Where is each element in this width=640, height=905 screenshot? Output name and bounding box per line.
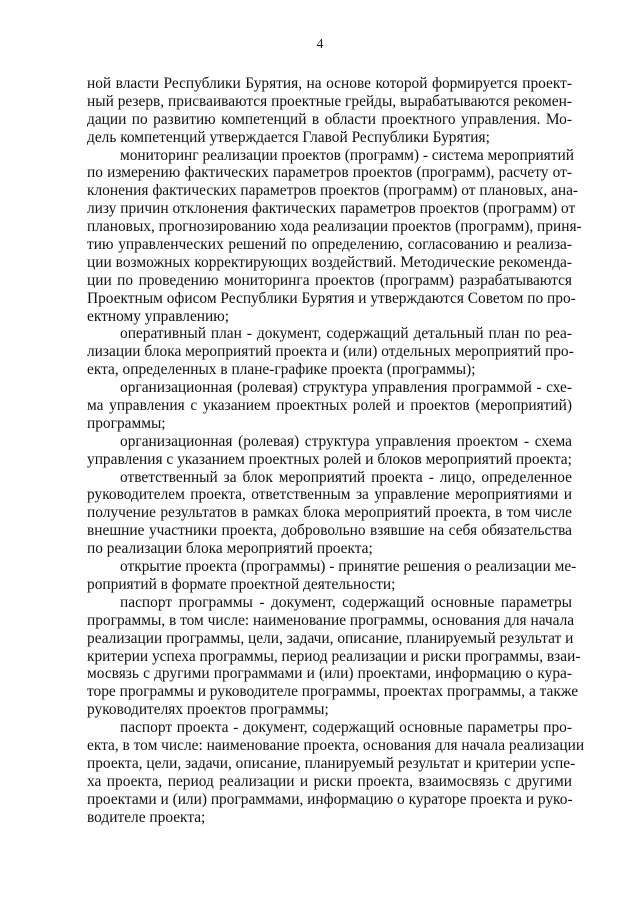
text-line: руководителях проектов программы; xyxy=(87,701,329,719)
text-line: реализации программы, цели, задачи, описание, планируемый результат и xyxy=(87,629,574,647)
text-line: оперативный план - документ, содержащий детальный план по реа- xyxy=(120,325,572,343)
text-line: ции возможных корректирующих воздействий. Методические рекоменда- xyxy=(87,253,572,271)
paragraph xyxy=(87,325,572,379)
text-line: ный резерв, присваиваются проектные грейды, вырабатываются рекомен- xyxy=(87,92,572,110)
text-line: плановых, прогнозированию хода реализации проектов (программ), приня- xyxy=(87,218,582,236)
text-line: паспорт программы - документ, содержащий основные параметры xyxy=(120,593,572,611)
text-line: водителе проекта; xyxy=(87,808,206,826)
text-line: ектному управлению; xyxy=(87,307,230,325)
text-line: роприятий в формате проектной деятельности; xyxy=(87,575,396,593)
text-line: организационная (ролевая) структура управления программой - схе- xyxy=(120,379,572,397)
text-line: паспорт проекта - документ, содержащий основные параметры про- xyxy=(120,719,572,737)
text-line: руководителем проекта, ответственным за управление мероприятиями и xyxy=(87,486,572,504)
text-line: проекта, цели, задачи, описание, планируемый результат и критерии успе- xyxy=(87,754,576,772)
text-line: критерии успеха программы, период реализации и риски программы, взаи- xyxy=(87,647,581,665)
text-line: открытие проекта (программы) - принятие решения о реализации ме- xyxy=(120,558,577,576)
text-line: екта, определенных в плане-графике проекта (программы); xyxy=(87,361,476,379)
text-line: ма управления с указанием проектных ролей и проектов (мероприятий) xyxy=(87,397,572,415)
text-line: по реализации блока мероприятий проекта; xyxy=(87,540,373,558)
document-body xyxy=(87,75,585,826)
text-line: торе программы и руководителе программы, проектах программы, а также xyxy=(87,683,579,701)
text-line: организационная (ролевая) структура управления проектом - схема xyxy=(120,432,572,450)
paragraph xyxy=(87,146,582,326)
text-line: клонения фактических параметров проектов (программ) от плановых, ана- xyxy=(87,182,579,200)
paragraph xyxy=(87,379,572,433)
paragraph xyxy=(87,719,585,826)
text-line: тию управленческих решений по определению, согласованию и реализа- xyxy=(87,236,572,254)
paragraph xyxy=(87,558,577,594)
text-line: екта, в том числе: наименование проекта, основания для начала реализации xyxy=(87,736,585,754)
text-line: ции по проведению мониторинга проектов (программ) разрабатываются xyxy=(87,271,572,289)
text-line: по измерению фактических параметров проектов (программ), расчету от- xyxy=(87,164,572,182)
text-line: программы; xyxy=(87,414,166,432)
paragraph xyxy=(87,593,581,719)
text-line: дель компетенций утверждается Главой Республики Бурятия; xyxy=(87,128,490,146)
text-line: ха проекта, период реализации и риски проекта, взаимосвязь с другими xyxy=(87,772,572,790)
text-line: лизации блока мероприятий проекта и (или) отдельных мероприятий про- xyxy=(87,343,574,361)
text-line: получение результатов в рамках блока мероприятий проекта, в том числе xyxy=(87,504,572,522)
text-line: лизу причин отклонения фактических параметров проектов (программ) от xyxy=(87,200,576,218)
paragraph xyxy=(87,469,572,558)
text-line: мониторинг реализации проектов (программ) - система мероприятий xyxy=(120,146,574,164)
text-line: Проектным офисом Республики Бурятия и утверждаются Советом по про- xyxy=(87,289,576,307)
text-line: внешние участники проекта, добровольно взявшие на себя обязательства xyxy=(87,522,572,540)
text-line: проектами и (или) программами, информацию о кураторе проекта и руко- xyxy=(87,790,573,808)
text-line: программы, в том числе: наименование программы, основания для начала xyxy=(87,611,575,629)
page-number: 4 xyxy=(316,37,324,52)
text-line: управления с указанием проектных ролей и блоков мероприятий проекта; xyxy=(87,450,572,468)
text-line: ной власти Республики Бурятия, на основе которой формируется проект- xyxy=(87,75,572,92)
text-line: ответственный за блок мероприятий проекта - лицо, определенное xyxy=(120,468,572,486)
paragraph xyxy=(87,433,572,469)
text-line: мосвязь с другими программами и (или) проектами, информацию о кура- xyxy=(87,665,572,683)
paragraph xyxy=(87,75,572,147)
text-line: дации по развитию компетенций в области проектного управления. Мо- xyxy=(87,110,572,128)
